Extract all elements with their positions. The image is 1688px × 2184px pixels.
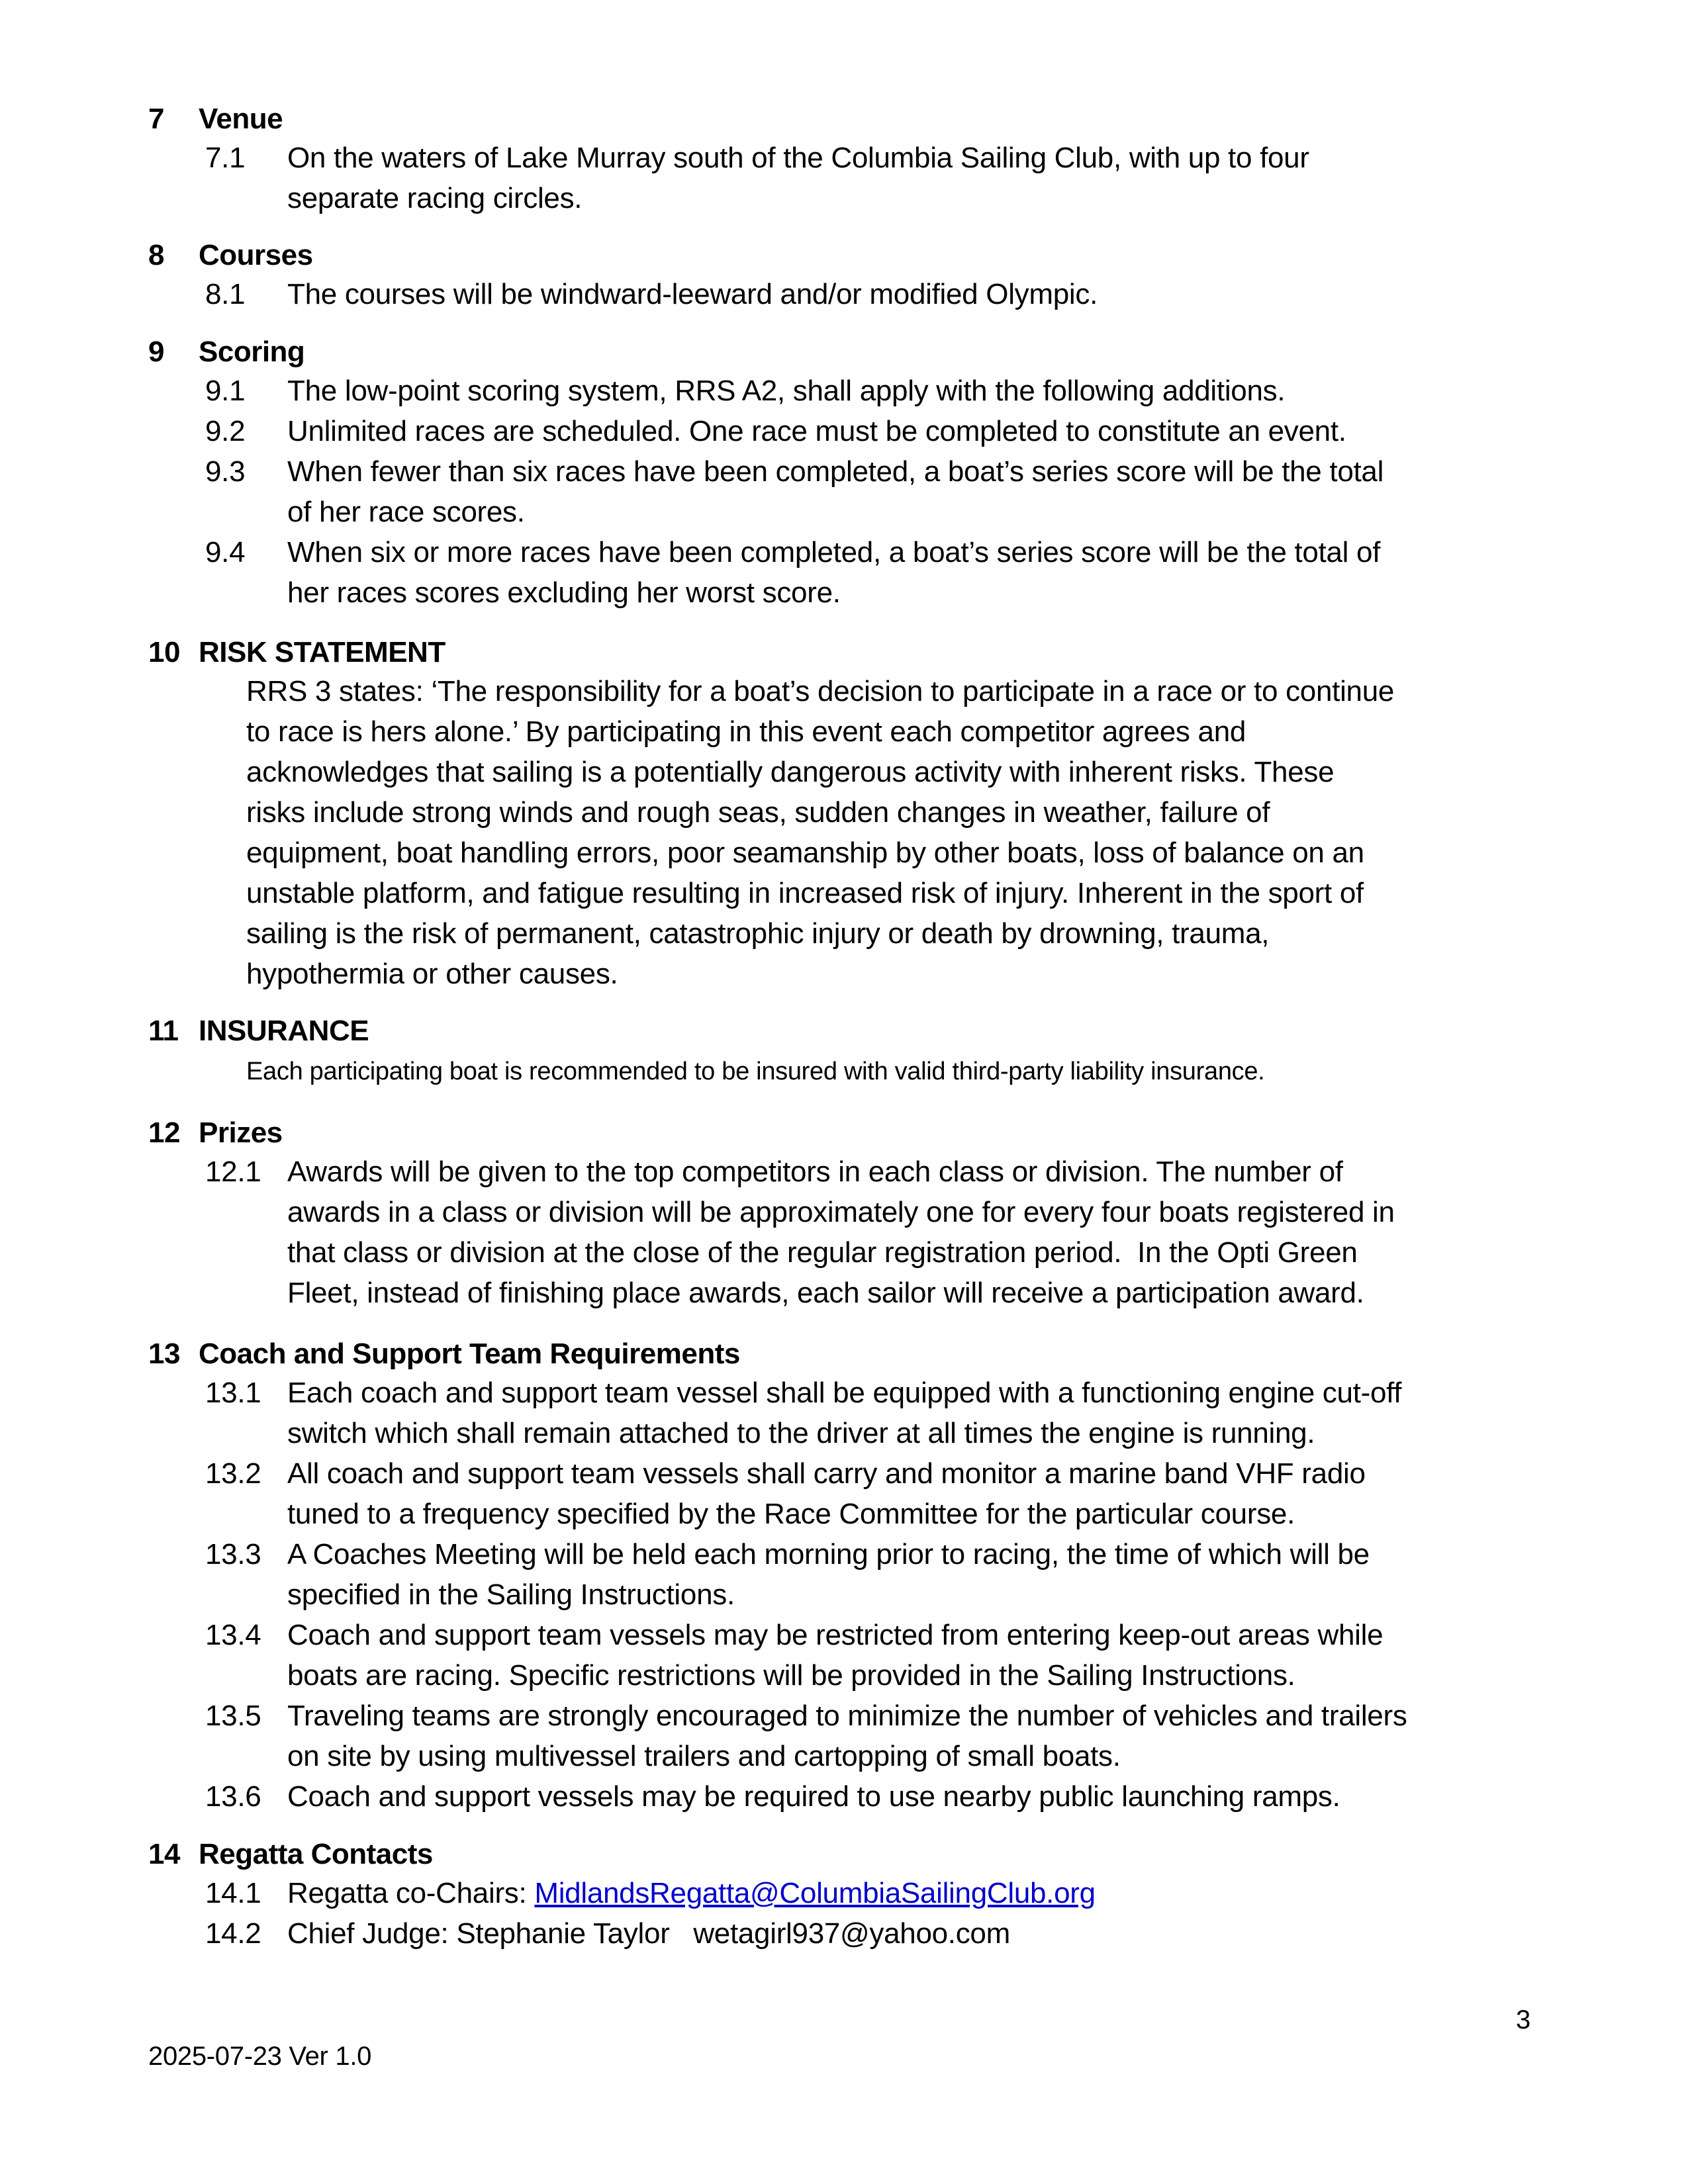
- page-number: 3: [1516, 2005, 1531, 2034]
- item-number: 13.4: [205, 1619, 261, 1651]
- item-text-line: on site by using multivessel trailers and cartopping of small boats.: [287, 1740, 1121, 1772]
- version-footer: 2025-07-23 Ver 1.0: [148, 2042, 372, 2071]
- section-12-heading: [148, 1115, 283, 1152]
- item-number: 9.3: [205, 455, 246, 488]
- item-text-line: A Coaches Meeting will be held each morning prior to racing, the time of which will be: [287, 1538, 1370, 1570]
- section-title: Courses: [199, 239, 313, 271]
- item-number: 14.1: [205, 1877, 261, 1909]
- item-number: 13.2: [205, 1457, 261, 1490]
- item-text-line: Unlimited races are scheduled. One race must be completed to constitute an event.: [287, 415, 1346, 447]
- section-title: Venue: [199, 103, 283, 135]
- item-number: 13.1: [205, 1377, 261, 1409]
- item-text-line: Chief Judge: Stephanie Taylor wetagirl937@yahoo.com: [287, 1917, 1010, 1950]
- item-number: 7.1: [205, 142, 246, 174]
- section-9-heading: [148, 334, 305, 371]
- risk-statement-line: sailing is the risk of permanent, catastrophic injury or death by drowning, trauma,: [246, 917, 1270, 950]
- item-text-line: switch which shall remain attached to the driver at all times the engine is running.: [287, 1417, 1315, 1449]
- risk-statement-line: acknowledges that sailing is a potentially dangerous activity with inherent risks. These: [246, 756, 1335, 788]
- section-title: Coach and Support Team Requirements: [199, 1338, 740, 1370]
- item-text-line: Each coach and support team vessel shall be equipped with a functioning engine cut-off: [287, 1377, 1402, 1409]
- risk-statement-line: equipment, boat handling errors, poor seamanship by other boats, loss of balance on an: [246, 837, 1364, 869]
- item-text-line: of her race scores.: [287, 496, 525, 528]
- section-7-heading: [148, 101, 283, 138]
- section-14-heading: [148, 1836, 433, 1873]
- insurance-text: Each participating boat is recommended to be insured with valid third-party liability insurance.: [246, 1058, 1265, 1085]
- item-text-line: When six or more races have been completed, a boat’s series score will be the total of: [287, 536, 1381, 569]
- section-title: RISK STATEMENT: [199, 636, 445, 668]
- section-number: 9: [148, 336, 164, 368]
- section-number: 7: [148, 103, 164, 135]
- section-number: 8: [148, 239, 164, 271]
- item-text-line: The low-point scoring system, RRS A2, shall apply with the following additions.: [287, 375, 1286, 407]
- item-text-line: Awards will be given to the top competitors in each class or division. The number of: [287, 1156, 1343, 1188]
- section-number: 12: [148, 1116, 180, 1149]
- item-number: 12.1: [205, 1156, 261, 1188]
- risk-statement-line: risks include strong winds and rough seas, sudden changes in weather, failure of: [246, 796, 1270, 829]
- section-number: 14: [148, 1838, 180, 1870]
- item-text-line: specified in the Sailing Instructions.: [287, 1578, 735, 1611]
- regatta-email-link[interactable]: MidlandsRegatta@ColumbiaSailingClub.org: [534, 1877, 1096, 1909]
- section-title: Prizes: [199, 1116, 283, 1149]
- section-11-heading: [148, 1013, 369, 1050]
- item-number: 13.6: [205, 1780, 261, 1813]
- item-text-line: that class or division at the close of the regular registration period. In the Opti Green: [287, 1236, 1358, 1269]
- item-number: 8.1: [205, 278, 246, 310]
- item-number: 13.3: [205, 1538, 261, 1570]
- item-text-line: All coach and support team vessels shall carry and monitor a marine band VHF radio: [287, 1457, 1366, 1490]
- section-number: 11: [148, 1015, 179, 1047]
- item-text-line: separate racing circles.: [287, 182, 583, 214]
- section-13-heading: [148, 1336, 740, 1373]
- section-8-heading: [148, 237, 313, 274]
- risk-statement-line: unstable platform, and fatigue resulting in increased risk of injury. Inherent in the sport of: [246, 877, 1364, 909]
- section-title: Scoring: [199, 336, 305, 368]
- item-text-line: On the waters of Lake Murray south of the Columbia Sailing Club, with up to four: [287, 142, 1309, 174]
- section-title: Regatta Contacts: [199, 1838, 433, 1870]
- item-text-line: Fleet, instead of finishing place awards, each sailor will receive a participation award.: [287, 1277, 1364, 1309]
- item-text-line: Coach and support vessels may be required to use nearby public launching ramps.: [287, 1780, 1340, 1813]
- section-title: INSURANCE: [199, 1015, 369, 1047]
- section-number: 13: [148, 1338, 180, 1370]
- item-number: 14.2: [205, 1917, 261, 1950]
- risk-statement-line: hypothermia or other causes.: [246, 958, 618, 990]
- section-number: 10: [148, 636, 180, 668]
- item-text-line: boats are racing. Specific restrictions will be provided in the Sailing Instructions.: [287, 1659, 1295, 1692]
- item-number: 9.2: [205, 415, 246, 447]
- item-text-line: awards in a class or division will be approximately one for every four boats registered in: [287, 1196, 1395, 1228]
- section-10-heading: [148, 634, 445, 671]
- item-text-line: Traveling teams are strongly encouraged to minimize the number of vehicles and trailers: [287, 1700, 1407, 1732]
- item-text-line: [287, 1873, 1624, 1913]
- item-text-line: The courses will be windward-leeward and/or modified Olympic.: [287, 278, 1098, 310]
- item-text-line: Coach and support team vessels may be restricted from entering keep-out areas while: [287, 1619, 1383, 1651]
- contact-label: Regatta co-Chairs:: [287, 1877, 535, 1909]
- risk-statement-line: RRS 3 states: ‘The responsibility for a boat’s decision to participate in a race or to continue: [246, 675, 1395, 707]
- risk-statement-line: to race is hers alone.’ By participating in this event each competitor agrees and: [246, 715, 1246, 748]
- item-number: 13.5: [205, 1700, 261, 1732]
- item-text-line: When fewer than six races have been completed, a boat’s series score will be the total: [287, 455, 1384, 488]
- item-text-line: her races scores excluding her worst score.: [287, 576, 841, 609]
- item-text-line: tuned to a frequency specified by the Race Committee for the particular course.: [287, 1498, 1295, 1530]
- item-number: 9.1: [205, 375, 246, 407]
- item-number: 9.4: [205, 536, 246, 569]
